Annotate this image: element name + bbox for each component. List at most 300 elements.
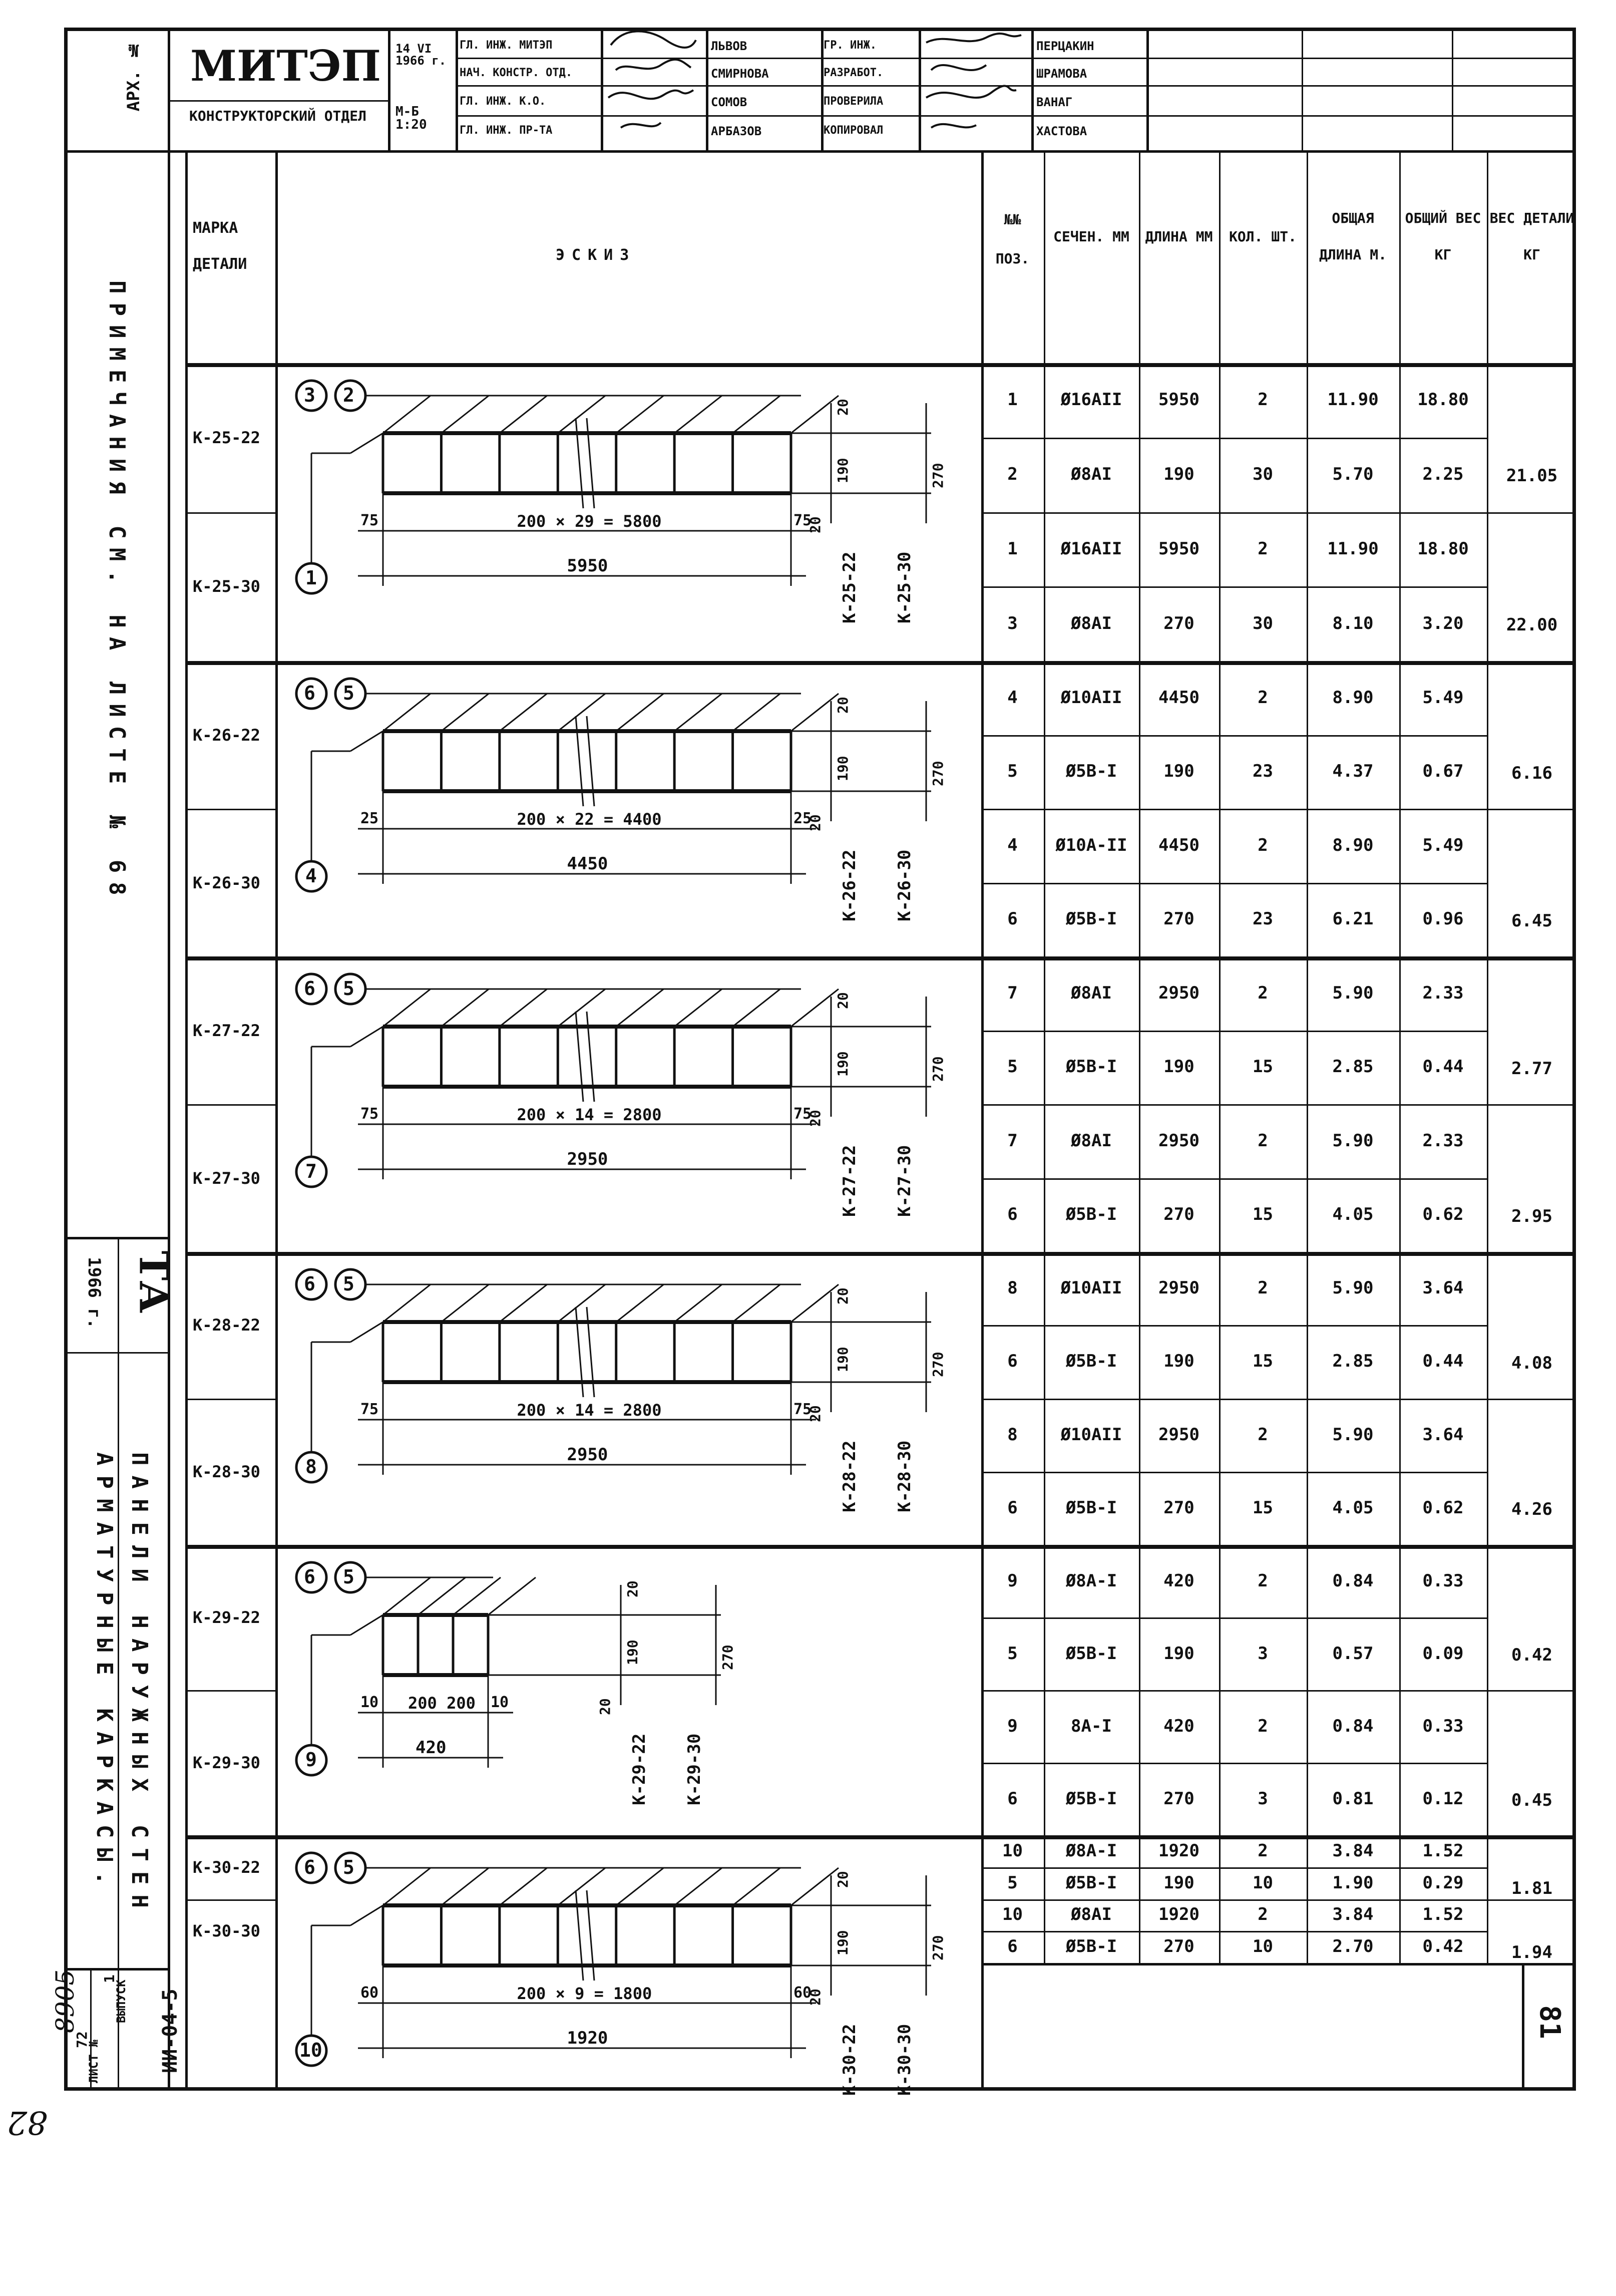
role-4: ГЛ. ИНЖ. ПР-ТА bbox=[460, 124, 553, 137]
position-marker-number: 5 bbox=[343, 1273, 354, 1295]
position-marker-number: 6 bbox=[304, 977, 315, 1000]
table-cell: 5 bbox=[1007, 1872, 1018, 1893]
table-cell: 2950 bbox=[1158, 1130, 1199, 1151]
perspective-bar bbox=[441, 1868, 489, 1905]
table-cell: 270 bbox=[1163, 613, 1194, 633]
table-cell: 1920 bbox=[1158, 1904, 1199, 1925]
overall-length: 4450 bbox=[567, 854, 608, 874]
perspective-bar bbox=[441, 989, 489, 1027]
table-cell: 4 bbox=[1007, 835, 1018, 855]
table-cell: 2 bbox=[1258, 1278, 1268, 1298]
table-cell: Ø8АI bbox=[1071, 982, 1112, 1003]
table-cell: 6 bbox=[1007, 1497, 1018, 1518]
position-marker-number: 6 bbox=[304, 1566, 315, 1588]
end-dimension: 10 bbox=[360, 1694, 379, 1711]
table-cell: Ø10АII bbox=[1060, 687, 1122, 708]
institute-name: МИТЭП bbox=[190, 41, 381, 91]
table-cell: Ø16АII bbox=[1060, 390, 1122, 410]
mark-label: К-25-30 bbox=[193, 577, 260, 596]
table-cell: 2 bbox=[1007, 464, 1018, 485]
mark-label: К-25-22 bbox=[193, 428, 260, 447]
bar-marker-number: 1 bbox=[305, 567, 317, 589]
perspective-bar bbox=[383, 1577, 431, 1615]
name2-3: ВАНАГ bbox=[1036, 95, 1073, 109]
bar-marker-number: 8 bbox=[305, 1456, 317, 1478]
table-cell: 270 bbox=[1163, 1204, 1194, 1225]
spacing-formula: 200 × 9 = 1800 bbox=[517, 1984, 652, 2003]
table-cell: 10 bbox=[1002, 1904, 1023, 1925]
offset-line bbox=[350, 1615, 383, 1635]
perspective-bar bbox=[674, 694, 722, 731]
table-cell: 0.44 bbox=[1422, 1351, 1464, 1372]
table-cell: 9 bbox=[1007, 1570, 1018, 1591]
perspective-bar bbox=[383, 694, 431, 731]
series-label: ВЫПУСК bbox=[114, 1980, 128, 2023]
spacing-formula: 200 × 14 = 2800 bbox=[517, 1105, 662, 1124]
header-mark: МАРКА ДЕТАЛИ bbox=[193, 219, 247, 273]
table-cell: 190 bbox=[1163, 464, 1194, 485]
perspective-bar bbox=[733, 694, 780, 731]
table-cell: Ø10АII bbox=[1060, 1278, 1122, 1298]
part-weight-value: 4.26 bbox=[1511, 1499, 1552, 1520]
header-length: ДЛИНА ММ bbox=[1145, 228, 1213, 245]
position-marker-number: 3 bbox=[304, 384, 315, 406]
perspective-bar bbox=[616, 1868, 664, 1905]
perspective-bar bbox=[441, 1284, 489, 1322]
name2-1: ПЕРЦАКИН bbox=[1036, 39, 1094, 53]
table-cell: Ø5В-I bbox=[1065, 761, 1117, 782]
perspective-bar bbox=[383, 989, 431, 1027]
handwritten-page-number: 82 bbox=[7, 2104, 48, 2141]
caption-line2: АРМАТУРНЫЕ КАРКАСЫ. bbox=[92, 1452, 117, 1895]
offset-line bbox=[350, 1905, 383, 1925]
end-dimension: 60 bbox=[360, 1984, 379, 2002]
position-marker-number: 6 bbox=[304, 1856, 315, 1878]
perspective-bar bbox=[616, 396, 664, 433]
table-cell: 3.64 bbox=[1422, 1278, 1464, 1298]
end-dimension: 75 bbox=[793, 1105, 812, 1123]
vertical-dimension: 190 bbox=[835, 1930, 851, 1955]
table-cell: Ø8АI bbox=[1071, 1904, 1112, 1925]
table-cell: 5.70 bbox=[1332, 464, 1374, 485]
perspective-bar bbox=[674, 396, 722, 433]
table-cell: 6 bbox=[1007, 909, 1018, 929]
table-cell: 10 bbox=[1253, 1936, 1273, 1957]
table-cell: 2.85 bbox=[1332, 1351, 1374, 1372]
header-total-weight: ОБЩИЙ ВЕС КГ bbox=[1405, 210, 1481, 263]
end-dimension: 75 bbox=[360, 1105, 379, 1123]
mark-label: К-29-22 bbox=[193, 1608, 260, 1627]
table-cell: 4450 bbox=[1158, 835, 1199, 855]
name2-4: ХАСТОВА bbox=[1036, 124, 1087, 138]
sketch-mark-label: К-29-30 bbox=[684, 1733, 704, 1805]
table-cell: 2 bbox=[1258, 982, 1268, 1003]
perspective-bar bbox=[383, 1868, 431, 1905]
perspective-bar bbox=[558, 396, 605, 433]
role-2: НАЧ. КОНСТР. ОТД. bbox=[460, 67, 573, 79]
perspective-bar bbox=[558, 694, 605, 731]
table-cell: 0.84 bbox=[1332, 1716, 1374, 1736]
overall-length: 2950 bbox=[567, 1445, 608, 1465]
sheet-label: ЛИСТ № bbox=[87, 2040, 101, 2083]
bar-marker-number: 9 bbox=[305, 1749, 317, 1771]
table-cell: 2950 bbox=[1158, 982, 1199, 1003]
table-cell: 4450 bbox=[1158, 687, 1199, 708]
part-weight-value: 2.95 bbox=[1511, 1206, 1552, 1226]
table-cell: 0.12 bbox=[1422, 1788, 1464, 1809]
table-cell: 1.90 bbox=[1332, 1872, 1374, 1893]
role2-3: ПРОВЕРИЛА bbox=[824, 95, 884, 108]
table-cell: Ø5В-I bbox=[1065, 1057, 1117, 1077]
table-cell: 0.62 bbox=[1422, 1204, 1464, 1225]
position-marker-number: 6 bbox=[304, 682, 315, 704]
sketch-mark-label: К-30-22 bbox=[840, 2024, 860, 2096]
title-scale: М-Б 1:20 bbox=[395, 104, 427, 132]
offset-line bbox=[350, 1322, 383, 1342]
vertical-dimension: 190 bbox=[835, 756, 851, 781]
table-cell: 8 bbox=[1007, 1278, 1018, 1298]
table-cell: 3.64 bbox=[1422, 1424, 1464, 1445]
vertical-dimension: 20 bbox=[807, 1110, 824, 1127]
table-cell: 30 bbox=[1253, 464, 1273, 485]
table-cell: Ø16АII bbox=[1060, 538, 1122, 559]
table-cell: 2 bbox=[1258, 1570, 1268, 1591]
vertical-dimension: 270 bbox=[930, 1056, 946, 1082]
table-cell: Ø8АI bbox=[1071, 1130, 1112, 1151]
position-marker-number: 5 bbox=[343, 1566, 354, 1588]
table-cell: 4.05 bbox=[1332, 1204, 1374, 1225]
perspective-bar bbox=[616, 694, 664, 731]
perspective-bar bbox=[733, 1868, 780, 1905]
table-cell: 2 bbox=[1258, 1840, 1268, 1861]
table-cell: 190 bbox=[1163, 1643, 1194, 1664]
table-cell: 15 bbox=[1253, 1351, 1273, 1372]
vertical-dimension: 190 bbox=[624, 1639, 641, 1665]
table-cell: 5950 bbox=[1158, 538, 1199, 559]
bar-marker-number: 10 bbox=[299, 2039, 322, 2061]
header-qty: КОЛ. ШТ. bbox=[1229, 228, 1297, 245]
table-cell: 3.84 bbox=[1332, 1904, 1374, 1925]
table-cell: 5.49 bbox=[1422, 835, 1464, 855]
sketch-mark-label: К-28-22 bbox=[840, 1440, 860, 1512]
part-weight-value: 6.16 bbox=[1511, 763, 1552, 783]
vertical-dimension: 270 bbox=[930, 1352, 946, 1377]
perspective-bar bbox=[500, 989, 547, 1027]
table-cell: 6 bbox=[1007, 1204, 1018, 1225]
mark-label: К-27-22 bbox=[193, 1021, 260, 1040]
table-cell: 4 bbox=[1007, 687, 1018, 708]
table-cell: 2 bbox=[1258, 1130, 1268, 1151]
sheet-number: 81 bbox=[1533, 2005, 1566, 2039]
table-cell: 5.90 bbox=[1332, 1424, 1374, 1445]
vertical-dimension: 20 bbox=[835, 399, 851, 416]
table-cell: 8.10 bbox=[1332, 613, 1374, 633]
perspective-bar bbox=[418, 1577, 466, 1615]
table-cell: 5 bbox=[1007, 761, 1018, 782]
table-cell: 15 bbox=[1253, 1204, 1273, 1225]
perspective-bar bbox=[488, 1577, 536, 1615]
spacing-formula: 200 × 29 = 5800 bbox=[517, 512, 662, 531]
position-marker-number: 5 bbox=[343, 977, 354, 1000]
vertical-dimension: 190 bbox=[835, 1051, 851, 1077]
notes-reference: ПРИМЕЧАНИЯ СМ. НА ЛИСТЕ № 68 bbox=[104, 280, 130, 904]
sketch-mark-label: К-26-22 bbox=[840, 849, 860, 921]
table-cell: Ø5В-I bbox=[1065, 1872, 1117, 1893]
part-weight-value: 4.08 bbox=[1511, 1353, 1552, 1373]
table-cell: 190 bbox=[1163, 1872, 1194, 1893]
table-cell: 3 bbox=[1007, 613, 1018, 633]
vertical-dimension: 20 bbox=[835, 992, 851, 1009]
perspective-bar bbox=[733, 989, 780, 1027]
table-cell: 15 bbox=[1253, 1057, 1273, 1077]
offset-line bbox=[350, 433, 383, 453]
table-cell: 5 bbox=[1007, 1057, 1018, 1077]
table-cell: 2 bbox=[1258, 1904, 1268, 1925]
perspective-bar bbox=[500, 1284, 547, 1322]
sketch-mark-label: К-28-30 bbox=[895, 1440, 915, 1512]
table-cell: 11.90 bbox=[1327, 538, 1379, 559]
table-cell: 2.70 bbox=[1332, 1936, 1374, 1957]
table-cell: 30 bbox=[1253, 613, 1273, 633]
vertical-dimension: 20 bbox=[807, 516, 824, 533]
sheet-value: 72 bbox=[74, 2031, 90, 2048]
table-cell: 0.81 bbox=[1332, 1788, 1374, 1809]
perspective-bar bbox=[616, 1284, 664, 1322]
bar-marker-number: 4 bbox=[305, 865, 317, 887]
table-cell: 2.25 bbox=[1422, 464, 1464, 485]
vertical-dimension: 20 bbox=[835, 697, 851, 714]
table-cell: 5.90 bbox=[1332, 1130, 1374, 1151]
table-cell: 270 bbox=[1163, 909, 1194, 929]
vertical-dimension: 20 bbox=[807, 814, 824, 831]
vertical-dimension: 190 bbox=[835, 1347, 851, 1372]
vertical-dimension: 20 bbox=[624, 1580, 641, 1597]
end-dimension: 60 bbox=[793, 1984, 812, 2002]
table-cell: 3.20 bbox=[1422, 613, 1464, 633]
table-cell: 2 bbox=[1258, 538, 1268, 559]
mark-label: К-28-22 bbox=[193, 1316, 260, 1335]
table-cell: 2.85 bbox=[1332, 1057, 1374, 1077]
sketch-mark-label: К-27-22 bbox=[840, 1145, 860, 1217]
table-cell: 3.84 bbox=[1332, 1840, 1374, 1861]
mark-label: К-27-30 bbox=[193, 1168, 260, 1188]
spacing-formula: 200 × 14 = 2800 bbox=[517, 1401, 662, 1420]
table-cell: 18.80 bbox=[1417, 390, 1469, 410]
table-cell: 18.80 bbox=[1417, 538, 1469, 559]
table-cell: 0.96 bbox=[1422, 909, 1464, 929]
sketch-mark-label: К-27-30 bbox=[895, 1145, 915, 1217]
part-weight-value: 1.94 bbox=[1511, 1942, 1552, 1962]
table-cell: 5.90 bbox=[1332, 982, 1374, 1003]
table-cell: 23 bbox=[1253, 761, 1273, 782]
position-marker-number: 5 bbox=[343, 682, 354, 704]
table-cell: 2 bbox=[1258, 390, 1268, 410]
end-dimension: 75 bbox=[360, 512, 379, 529]
perspective-bar bbox=[733, 1284, 780, 1322]
spacing-formula: 200 200 bbox=[408, 1694, 476, 1713]
name2-2: ШРАМОВА bbox=[1036, 67, 1087, 81]
position-marker-number: 5 bbox=[343, 1856, 354, 1878]
perspective-bar bbox=[453, 1577, 501, 1615]
part-weight-value: 2.77 bbox=[1511, 1058, 1552, 1079]
year-label: 1966 г. bbox=[84, 1257, 104, 1329]
end-dimension: 75 bbox=[793, 1401, 812, 1418]
perspective-bar bbox=[616, 989, 664, 1027]
table-cell: 5.90 bbox=[1332, 1278, 1374, 1298]
vertical-dimension: 20 bbox=[835, 1871, 851, 1888]
table-cell: 0.62 bbox=[1422, 1497, 1464, 1518]
ta-label: ТА bbox=[130, 1250, 178, 1314]
vertical-dimension: 270 bbox=[930, 761, 946, 786]
table-cell: Ø8АI bbox=[1071, 464, 1112, 485]
table-cell: 5 bbox=[1007, 1643, 1018, 1664]
vertical-dimension: 20 bbox=[835, 1287, 851, 1304]
mark-label: К-28-30 bbox=[193, 1462, 260, 1481]
table-cell: 0.42 bbox=[1422, 1936, 1464, 1957]
table-cell: 1 bbox=[1007, 538, 1018, 559]
title-date: 14 VI 1966 г. bbox=[395, 42, 447, 68]
table-cell: 270 bbox=[1163, 1788, 1194, 1809]
series-code: ИИ-04-5 bbox=[159, 1989, 182, 2073]
table-cell: 8 bbox=[1007, 1424, 1018, 1445]
overall-length: 5950 bbox=[567, 556, 608, 576]
name-3: СОМОВ bbox=[711, 95, 747, 109]
mark-label: К-26-22 bbox=[193, 725, 260, 745]
table-cell: Ø5В-I bbox=[1065, 1497, 1117, 1518]
table-cell: 420 bbox=[1163, 1716, 1194, 1736]
department-name: КОНСТРУКТОРСКИЙ ОТДЕЛ bbox=[189, 108, 366, 124]
table-cell: 4.37 bbox=[1332, 761, 1374, 782]
perspective-bar bbox=[441, 694, 489, 731]
part-weight-value: 0.45 bbox=[1511, 1790, 1552, 1810]
table-cell: 2950 bbox=[1158, 1424, 1199, 1445]
series-value: 1 bbox=[101, 1975, 118, 1983]
table-cell: 6 bbox=[1007, 1788, 1018, 1809]
table-cell: 6.21 bbox=[1332, 909, 1374, 929]
name-4: АРБАЗОВ bbox=[711, 124, 762, 138]
vertical-dimension: 20 bbox=[597, 1698, 613, 1715]
table-cell: 5950 bbox=[1158, 390, 1199, 410]
table-cell: Ø5В-I bbox=[1065, 909, 1117, 929]
bar-marker-number: 7 bbox=[305, 1160, 317, 1182]
role-3: ГЛ. ИНЖ. К.О. bbox=[460, 95, 546, 108]
table-cell: 11.90 bbox=[1327, 390, 1379, 410]
table-cell: 0.33 bbox=[1422, 1570, 1464, 1591]
table-cell: 2950 bbox=[1158, 1278, 1199, 1298]
table-cell: 8.90 bbox=[1332, 835, 1374, 855]
table-cell: 2.33 bbox=[1422, 1130, 1464, 1151]
table-cell: 190 bbox=[1163, 1351, 1194, 1372]
sketch-mark-label: К-25-22 bbox=[840, 551, 860, 623]
end-dimension: 25 bbox=[360, 810, 379, 827]
perspective-bar bbox=[674, 1284, 722, 1322]
table-cell: 270 bbox=[1163, 1936, 1194, 1957]
perspective-bar bbox=[733, 396, 780, 433]
table-cell: Ø8А-I bbox=[1065, 1840, 1117, 1861]
perspective-bar bbox=[500, 396, 547, 433]
table-cell: Ø5В-I bbox=[1065, 1204, 1117, 1225]
header-total-length: ОБЩАЯ ДЛИНА М. bbox=[1319, 210, 1387, 263]
overall-length: 420 bbox=[416, 1738, 447, 1758]
table-cell: 420 bbox=[1163, 1570, 1194, 1591]
position-marker-number: 6 bbox=[304, 1273, 315, 1295]
perspective-bar bbox=[674, 1868, 722, 1905]
arch-number-label: АРХ. № bbox=[124, 40, 144, 112]
role-1: ГЛ. ИНЖ. МИТЭП bbox=[460, 39, 553, 52]
offset-line bbox=[350, 731, 383, 751]
offset-line bbox=[350, 1027, 383, 1047]
end-dimension: 75 bbox=[793, 512, 812, 529]
sketch-mark-label: К-30-30 bbox=[895, 2024, 915, 2096]
table-cell: 7 bbox=[1007, 982, 1018, 1003]
perspective-bar bbox=[500, 1868, 547, 1905]
part-weight-value: 6.45 bbox=[1511, 910, 1552, 931]
mark-label: К-30-22 bbox=[193, 1857, 260, 1877]
part-weight-value: 1.81 bbox=[1511, 1878, 1552, 1899]
vertical-dimension: 20 bbox=[807, 1405, 824, 1422]
table-cell: 8А-I bbox=[1071, 1716, 1112, 1736]
sketch-mark-label: К-29-22 bbox=[629, 1733, 649, 1805]
table-cell: 190 bbox=[1163, 761, 1194, 782]
table-cell: 190 bbox=[1163, 1057, 1194, 1077]
role2-2: РАЗРАБОТ. bbox=[824, 67, 884, 79]
table-cell: 1 bbox=[1007, 390, 1018, 410]
table-cell: 5.49 bbox=[1422, 687, 1464, 708]
part-weight-value: 22.00 bbox=[1506, 614, 1558, 635]
overall-length: 1920 bbox=[567, 2028, 608, 2048]
position-marker-number: 2 bbox=[343, 384, 354, 406]
table-cell: 0.67 bbox=[1422, 761, 1464, 782]
table-cell: 0.33 bbox=[1422, 1716, 1464, 1736]
mark-label: К-26-30 bbox=[193, 873, 260, 892]
table-cell: Ø5В-I bbox=[1065, 1643, 1117, 1664]
table-cell: 2.33 bbox=[1422, 982, 1464, 1003]
part-weight-value: 21.05 bbox=[1506, 466, 1558, 486]
table-cell: Ø8А-I bbox=[1065, 1570, 1117, 1591]
role2-1: ГР. ИНЖ. bbox=[824, 39, 877, 52]
table-cell: 23 bbox=[1253, 909, 1273, 929]
perspective-bar bbox=[558, 1284, 605, 1322]
table-cell: Ø5В-I bbox=[1065, 1351, 1117, 1372]
vertical-dimension: 190 bbox=[835, 458, 851, 483]
header-pos: №№ ПОЗ. bbox=[995, 211, 1030, 267]
table-cell: 3 bbox=[1258, 1788, 1268, 1809]
mark-label: К-29-30 bbox=[193, 1753, 260, 1772]
header-sketch: ЭСКИЗ bbox=[556, 246, 636, 264]
caption-line1: ПАНЕЛИ НАРУЖНЫХ СТЕН bbox=[127, 1452, 152, 1918]
header-part-weight: ВЕС ДЕТАЛИ КГ bbox=[1489, 210, 1574, 263]
vertical-dimension: 270 bbox=[930, 463, 946, 488]
perspective-bar bbox=[383, 396, 431, 433]
table-cell: 6 bbox=[1007, 1351, 1018, 1372]
table-cell: 0.84 bbox=[1332, 1570, 1374, 1591]
inventory-stamp: 8905 bbox=[51, 1969, 80, 2033]
perspective-bar bbox=[383, 1284, 431, 1322]
table-cell: 9 bbox=[1007, 1716, 1018, 1736]
table-cell: 2 bbox=[1258, 835, 1268, 855]
part-weight-value: 0.42 bbox=[1511, 1645, 1552, 1665]
table-cell: Ø10АII bbox=[1060, 1424, 1122, 1445]
table-cell: 10 bbox=[1253, 1872, 1273, 1893]
table-cell: 1.52 bbox=[1422, 1904, 1464, 1925]
table-cell: 10 bbox=[1002, 1840, 1023, 1861]
table-cell: 7 bbox=[1007, 1130, 1018, 1151]
table-cell: Ø8АI bbox=[1071, 613, 1112, 633]
table-cell: 15 bbox=[1253, 1497, 1273, 1518]
mark-label: К-30-30 bbox=[193, 1921, 260, 1941]
perspective-bar bbox=[441, 396, 489, 433]
table-cell: 0.09 bbox=[1422, 1643, 1464, 1664]
